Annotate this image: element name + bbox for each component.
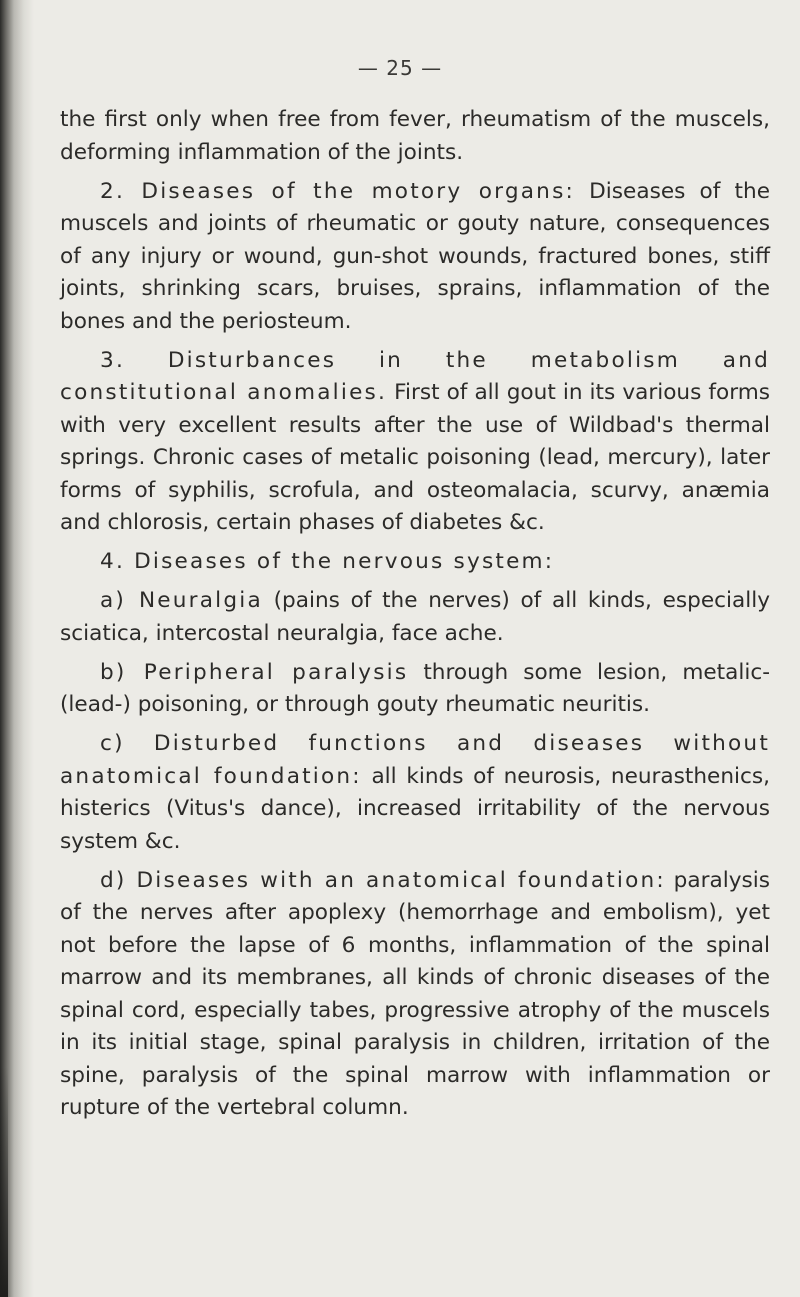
- paragraph-text: paralysis of the nerves after apoplexy (hemorrhage and embolism), yet not before the lapse of 6 months, inflammation of the spinal marrow and its membranes, all kinds of chronic diseases of the spinal cord, especially tabes, progressive atrophy of the muscels in its initial stage, spinal paralysis in children, irritation of the spine, paralysis of the spinal marrow with inflammation or rupture of the vertebral column.: [60, 867, 770, 1120]
- spaced-heading: a) Neuralgia: [100, 588, 263, 613]
- spaced-heading: 2. Diseases of the motory organs:: [100, 178, 575, 204]
- paragraph-text: First of all gout in its various forms with very excellent results after the use of Wildbad's thermal springs. Chronic cases of metalic poisoning (lead, mercury), later forms of syphilis, scrofula, and osteomalacia, scurvy, anæmia and chlorosis, certain phases of diabetes &c.: [60, 380, 770, 535]
- page-number: — 25 —: [357, 56, 443, 80]
- paragraph-text: through some lesion, metalic- (lead-) poisoning, or through gouty rheumatic neuritis.: [60, 659, 770, 717]
- page-body: [60, 104, 770, 1131]
- paragraph-text: Diseases of the muscels and joints of rheumatic or gouty nature, consequences of any injury or wound, gun-shot wounds, fractured bones, stiff joints, shrinking scars, bruises, sprains, inflammation of the bones and the periosteum.: [60, 178, 770, 334]
- paragraph-text: all kinds of neurosis, neurasthenics, histerics (Vitus's dance), increased irritability of the nervous system &c.: [60, 763, 771, 854]
- paragraph-text: (pains of the nerves) of all kinds, especially sciatica, intercostal neuralgia, face ache.: [60, 588, 770, 646]
- paragraph-neuralgia: [60, 585, 770, 650]
- spaced-heading: c) Disturbed functions and diseases without anatomical foundation:: [60, 731, 770, 789]
- spaced-heading: b) Peripheral paralysis: [100, 659, 409, 685]
- spaced-heading: d) Diseases with an anatomical foundation:: [100, 867, 666, 893]
- spaced-heading: 3. Disturbances in the metabolism and constitutional anomalies.: [60, 347, 770, 405]
- paragraph-anatomical-foundation: [60, 865, 770, 1125]
- paragraph-motory-organs: [60, 176, 770, 339]
- paragraph-continuation: [60, 104, 770, 169]
- paragraph-peripheral-paralysis: [60, 657, 770, 722]
- paragraph-text: the first only when free from fever, rheumatism of the muscels, deforming inflammation of the joints.: [60, 107, 770, 165]
- book-binding-edge: [0, 1067, 8, 1297]
- paragraph-nervous-system: [60, 546, 770, 579]
- spaced-heading: 4. Diseases of the nervous system:: [100, 549, 555, 574]
- paragraph-metabolism: [60, 345, 770, 540]
- paragraph-disturbed-functions: [60, 728, 770, 858]
